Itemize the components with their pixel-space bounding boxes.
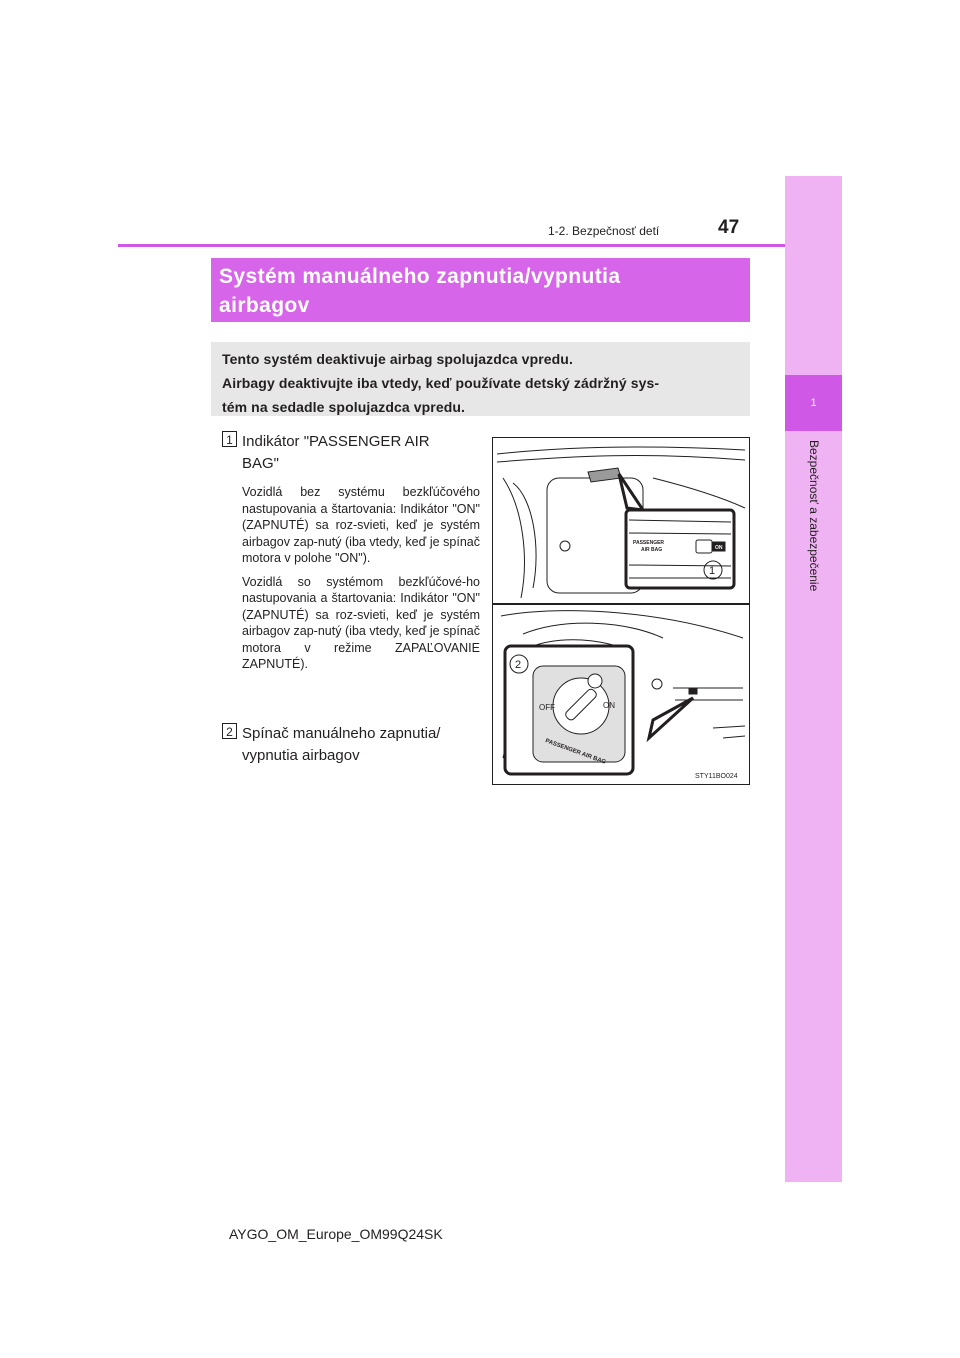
intro-line1: Tento systém deaktivuje airbag spolujazdca vpredu. [222, 351, 573, 367]
image-code: STY11BO024 [695, 773, 738, 780]
doc-code: AYGO_OM_Europe_OM99Q24SK [229, 1226, 443, 1242]
item-number-badge: 2 [222, 723, 237, 739]
indicator-on-label: ON [715, 545, 723, 551]
item-2-title-line2: vypnutia airbagov [242, 747, 360, 764]
item-number-badge: 1 [222, 431, 237, 447]
item-1-title-line2: BAG" [242, 455, 280, 472]
switch-on-label: ON [603, 701, 615, 710]
callout-2: 2 [515, 659, 522, 671]
section-title-line2: airbagov [219, 294, 310, 317]
item-body-1 [242, 484, 480, 680]
item-1-paragraph-2: Vozidlá so systémom bezkľúčové-ho nastupovania a štartovania: Indikátor "ON" (ZAPNUTÉ) sa roz-svieti, keď je systém airbagov zap-nutý (iba vtedy, keď je spínač motora v režime ZAPAĽOVANIE ZAPNUTÉ). [242, 574, 480, 671]
item-title-2 [242, 723, 480, 767]
intro-text [211, 342, 750, 419]
intro-line3: tém na sedadle spolujazdca vpredu. [222, 399, 466, 415]
item-2-title-line1: Spínač manuálneho zapnutia/ [242, 725, 441, 742]
header-rule [118, 244, 785, 247]
callout-1: 1 [709, 565, 716, 577]
breadcrumb: 1-2. Bezpečnosť detí [548, 224, 660, 238]
indicator-label-line1: PASSENGER [633, 540, 665, 546]
switch-off-label: OFF [539, 703, 555, 712]
section-title-box [211, 258, 750, 322]
dashboard-drawing [493, 438, 749, 784]
section-title [211, 258, 750, 320]
page-number: 47 [718, 217, 740, 238]
switch-ring-label: PASSENGER AIR BAG [544, 738, 607, 766]
chapter-title: Bezpečnosť a zabezpečenie [807, 440, 821, 592]
chapter-number: 1 [785, 375, 842, 431]
section-title-line1: Systém manuálneho zapnutia/vypnutia [219, 265, 621, 288]
intro-line2: Airbagy deaktivujte iba vtedy, keď používate detský zádržný sys- [222, 375, 660, 391]
indicator-label-line2: AIR BAG [641, 547, 663, 553]
side-tab [785, 176, 842, 1182]
illustration-dashboard [492, 437, 750, 785]
item-1-paragraph-1: Vozidlá bez systému bezkľúčového nastupovania a štartovania: Indikátor "ON" (ZAPNUTÉ) sa roz-svieti, keď je systém airbagov zap-nutý (iba vtedy, keď je spínač motora v polohe "ON"). [242, 485, 480, 565]
item-1-title-line1: Indikátor "PASSENGER AIR [242, 433, 430, 450]
intro-box [211, 342, 750, 416]
item-title-1 [242, 431, 480, 475]
